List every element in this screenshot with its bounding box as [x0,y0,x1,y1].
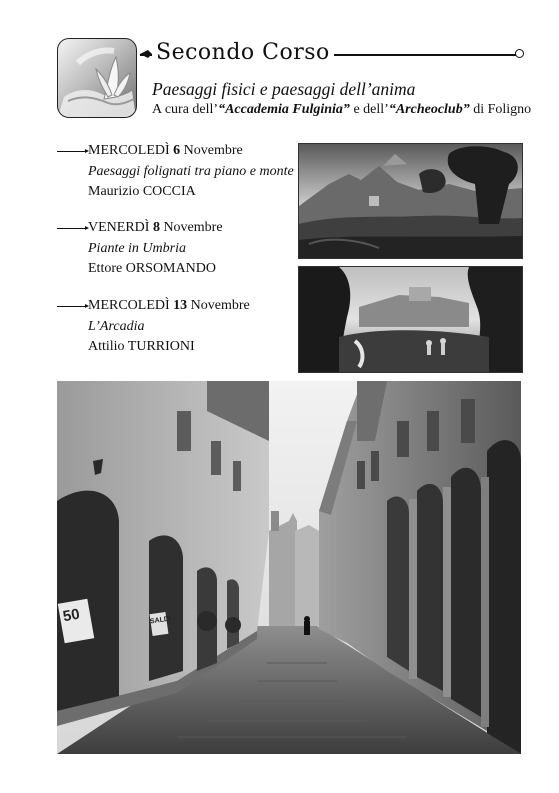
lecture-title: L’Arcadia [88,319,145,334]
curator-org-archeoclub: “Archeoclub” [388,102,470,117]
landscape-painting-arcadia [298,266,523,373]
lecture-date [88,143,243,159]
shop-sign-middle-text: SALDI [149,615,172,626]
title-ornament-left [140,49,152,59]
lecture-title: Piante in Umbria [88,241,186,256]
lecture-title: Paesaggi folignati tra piano e monte [88,164,294,179]
lecture-month: Novembre [190,298,250,313]
lecture-weekday: VENERDÌ [88,220,150,235]
course-subtitle: Paesaggi fisici e paesaggi dell’anima [152,79,416,99]
lecture-day: 6 [173,143,181,158]
lecture-day: 8 [152,220,160,235]
shop-sign-left [62,606,81,626]
curator-line [152,102,531,118]
course-title-bar [140,38,524,68]
lecture-weekday: MERCOLEDÌ [88,298,170,313]
curator-org-accademia: “Accademia Fulginia” [218,102,350,117]
curator-mid: e dell’ [349,102,389,117]
course-title: Secondo Corso [152,40,334,65]
lecture-leader-line [57,151,87,152]
street-photo-foligno [57,381,521,754]
curator-prefix: A cura dell’ [152,102,219,117]
title-ornament-right [515,49,524,58]
logo-hands-icon [57,38,137,118]
lecture-date [88,220,223,236]
lecture-weekday: MERCOLEDÌ [88,143,170,158]
lecture-month: Novembre [183,143,243,158]
lecture-speaker: Maurizio COCCIA [88,184,196,199]
landscape-painting-mountains [298,143,523,259]
lecture-date [88,298,250,314]
lecture-day: 13 [173,298,188,313]
curator-suffix: di Foligno [469,102,532,117]
lecture-leader-line [57,306,87,307]
lecture-month: Novembre [163,220,223,235]
lecture-speaker: Ettore ORSOMANDO [88,261,216,276]
shop-sign-left-text: 50 [61,605,82,626]
lecture-leader-line [57,228,87,229]
lecture-speaker: Attilio TURRIONI [88,339,195,354]
